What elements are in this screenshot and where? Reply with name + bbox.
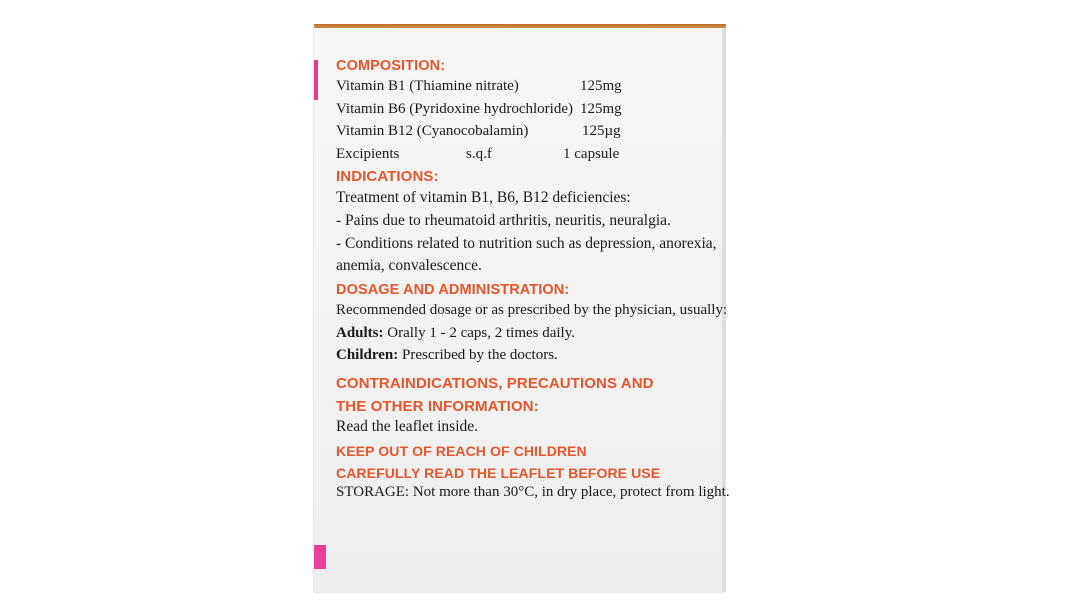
- dosage-children: [336, 347, 558, 364]
- pink-stripe-top: [314, 60, 318, 100]
- excipients-qty: s.q.f: [466, 146, 492, 162]
- indications-line-2: - Pains due to rheumatoid arthritis, neuritis, neuralgia.: [336, 212, 671, 229]
- contraindications-heading-line-2: THE OTHER INFORMATION:: [336, 398, 539, 415]
- excipients-amount: 1 capsule: [563, 146, 620, 162]
- composition-row-b6-name: Vitamin B6 (Pyridoxine hydrochloride): [336, 101, 573, 117]
- storage-text: STORAGE: Not more than 30°C, in dry place, protect from light.: [336, 484, 730, 500]
- composition-row-b6-amount: 125mg: [580, 101, 622, 117]
- dosage-heading: DOSAGE AND ADMINISTRATION:: [336, 282, 570, 298]
- contraindications-text: Read the leaflet inside.: [336, 418, 479, 435]
- dosage-intro: Recommended dosage or as prescribed by the physician, usually:: [336, 302, 728, 318]
- dosage-adults: [336, 325, 575, 342]
- children-label: Children:: [336, 347, 399, 363]
- composition-heading: COMPOSITION:: [336, 58, 446, 74]
- read-leaflet-warning: CAREFULLY READ THE LEAFLET BEFORE USE: [336, 465, 661, 481]
- contraindications-heading-line-1: CONTRAINDICATIONS, PRECAUTIONS AND: [336, 375, 654, 392]
- composition-row-b12-name: Vitamin B12 (Cyanocobalamin): [336, 123, 529, 139]
- excipients-label: Excipients: [336, 146, 400, 162]
- composition-row-b1-name: Vitamin B1 (Thiamine nitrate): [336, 78, 519, 94]
- indications-line-1: Treatment of vitamin B1, B6, B12 deficiencies:: [336, 189, 631, 206]
- adults-label: Adults:: [336, 325, 384, 341]
- adults-text: Orally 1 - 2 caps, 2 times daily.: [383, 325, 575, 341]
- indications-line-3: - Conditions related to nutrition such as depression, anorexia,: [336, 235, 717, 252]
- indications-line-4: anemia, convalescence.: [336, 257, 482, 274]
- composition-row-b12-amount: 125µg: [582, 123, 621, 139]
- composition-row-b1-amount: 125mg: [580, 78, 622, 94]
- pink-stripe-bottom: [314, 545, 326, 569]
- keep-out-warning: KEEP OUT OF REACH OF CHILDREN: [336, 443, 587, 459]
- children-text: Prescribed by the doctors.: [398, 347, 558, 363]
- indications-heading: INDICATIONS:: [336, 168, 439, 185]
